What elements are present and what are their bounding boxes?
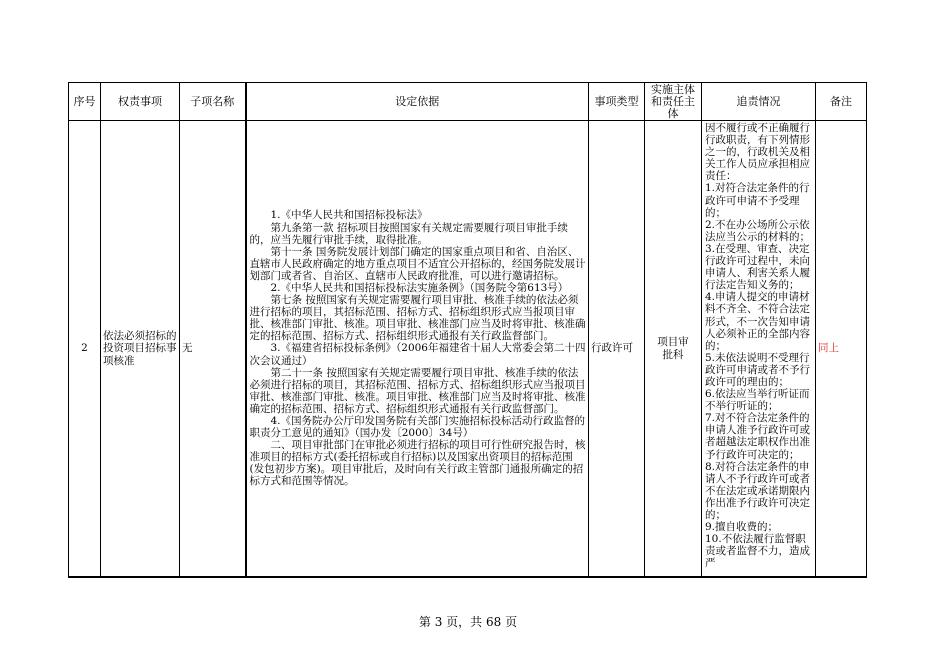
- page-footer: 第 3 页，共 68 页: [418, 615, 518, 629]
- row-sub-item: 无: [180, 121, 246, 578]
- row-type: 行政许可: [589, 121, 645, 578]
- basis-paragraph: 3.《福建省招标投标条例》（2006年福建省十届人大常委会第二十四次会议通过）: [249, 342, 586, 367]
- basis-paragraph: 4.《国务院办公厅印发国务院有关部门实施招标投标活动行政监督的职责分工意见的通知》（国办发〔2000〕34号）: [249, 415, 586, 440]
- responsibility-table: [68, 82, 867, 578]
- row-subject: 项目审批科: [645, 121, 702, 578]
- basis-paragraph: 第十一条 国务院发展计划部门确定的国家重点项目和省、自治区、直辖市人民政府确定的地方重点项目不适宜公开招标的，经国务院发展计划部门或者省、自治区、直辖市人民政府批准，可以进行邀请招标。: [249, 245, 586, 282]
- accountability-item: 1.对符合法定条件的行政许可申请不予受理的；: [705, 182, 810, 219]
- row-accountability: [702, 121, 816, 578]
- accountability-item: 3.在受理、审查、决定行政许可过程中，未向申请人、利害关系人履行法定告知义务的；: [705, 242, 810, 292]
- accountability-item: 7.对不符合法定条件的申请人准予行政许可或者超越法定职权作出准予行政许可决定的；: [705, 412, 810, 461]
- row-number: 2: [69, 121, 101, 578]
- basis-paragraph: 1.《中华人民共和国招标投标法》: [270, 209, 428, 222]
- header-row: [69, 83, 867, 121]
- basis-paragraph: 第九条第一款 招标项目按照国家有关规定需要履行项目审批手续的，应当先履行审批手续，取得批准。: [249, 221, 568, 246]
- table-row: [69, 121, 867, 578]
- header-subject: 实施主体和责任主体: [645, 83, 702, 121]
- header-remark: 备注: [816, 83, 867, 121]
- header-basis: 设定依据: [246, 83, 589, 121]
- header-sub-item: 子项名称: [180, 83, 246, 121]
- accountability-item: 2.不在办公场所公示依法应当公示的材料的；: [705, 218, 810, 243]
- basis-paragraph: 第二十一条 按照国家有关规定需要履行项目审批、核准手续的依法必须进行招标的项目，其招标范围、招标方式、招标组织形式应当报项目审批、核准部门审批、核准。项目审批、核准部门应当及时将审批、核准确定的招标范围、招标方式、招标组织形式通报有关行政监督部门。: [249, 366, 586, 415]
- basis-paragraph: 二、项目审批部门在审批必须进行招标的项目可行性研究报告时，核准项目的招标方式(委托招标或自行招标)以及国家出资项目的招标范围(发包初步方案)。项目审批后，及时向有关行政主管部门通报所确定的招标方式和范围等情况。: [249, 439, 586, 488]
- accountability-item: 因不履行或不正确履行行政职责，有下列情形之一的，行政机关及相关工作人员应承担相应责任：: [705, 122, 810, 183]
- basis-paragraph: 2.《中华人民共和国招标投标法实施条例》（国务院令第613号）: [270, 281, 569, 294]
- row-remark: 同上: [816, 121, 867, 578]
- basis-paragraph: 第七条 按照国家有关规定需要履行项目审批、核准手续的依法必须进行招标的项目，其招标范围、招标方式、招标组织形式应当报项目审批、核准部门审批、核准。项目审批、核准部门应当及时将审批、核准确定的招标范围、招标方式、招标组织形式通报有关行政监督部门。: [249, 294, 586, 343]
- header-type: 事项类型: [589, 83, 645, 121]
- accountability-item: 6.依法应当举行听证而不举行听证的；: [705, 388, 810, 413]
- accountability-item: 10.不依法履行监督职责或者监督不力，造成严: [705, 533, 810, 570]
- header-number: 序号: [69, 83, 101, 121]
- accountability-item: 4.申请人提交的申请材料不齐全、不符合法定形式，不一次告知申请人必须补正的全部内容的；: [705, 291, 810, 352]
- accountability-item: 9.擅自收费的；: [705, 521, 779, 534]
- header-item: 权责事项: [101, 83, 180, 121]
- accountability-item: 8.对符合法定条件的申请人不予行政许可或者不在法定或承诺期限内作出准予行政许可决定的；: [705, 460, 810, 521]
- row-item: 依法必须招标的投资项目招标事项核准: [101, 121, 180, 578]
- row-basis: [246, 121, 589, 578]
- header-accountability: 追责情况: [702, 83, 816, 121]
- accountability-item: 5.未依法说明不受理行政许可申请或者不予行政许可的理由的；: [705, 351, 810, 388]
